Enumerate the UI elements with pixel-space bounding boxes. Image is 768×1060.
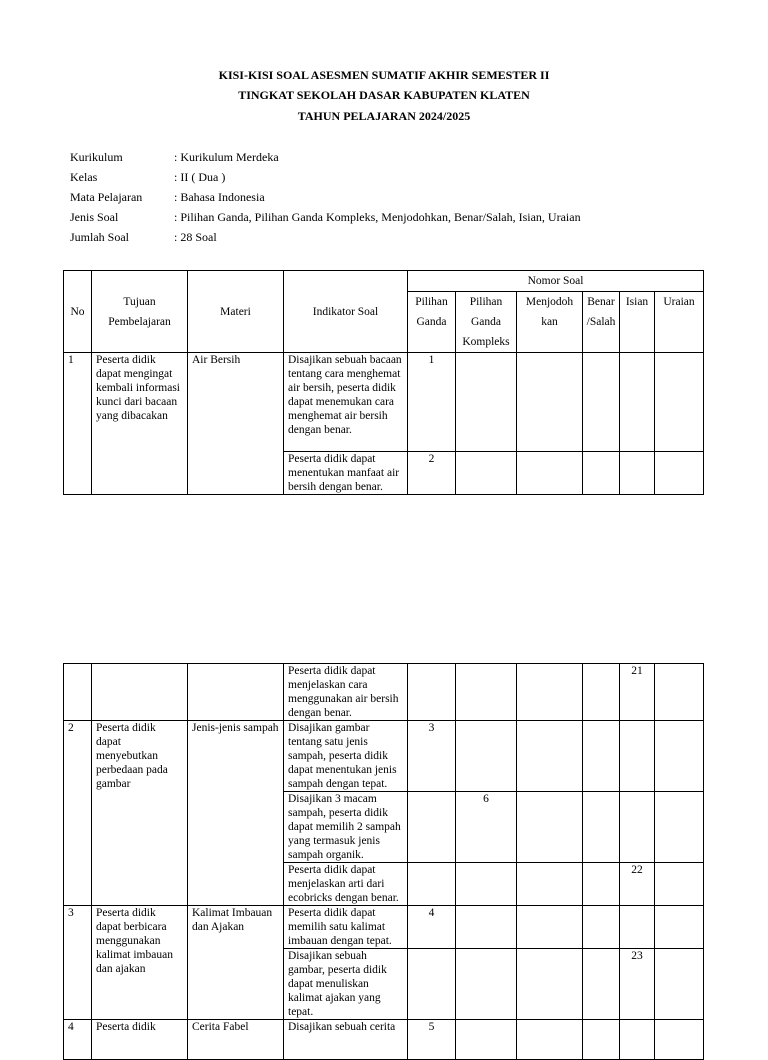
cell-uraian xyxy=(655,792,704,863)
cell-pilihan-ganda xyxy=(408,949,456,1020)
cell-isian xyxy=(620,353,655,452)
header-indikator-soal: Indikator Soal xyxy=(284,271,408,353)
kisi-kisi-table-page-1 xyxy=(63,270,704,495)
cell-isian xyxy=(620,792,655,863)
cell-uraian xyxy=(655,664,704,721)
cell-pilihan-ganda: 4 xyxy=(408,906,456,949)
cell-uraian xyxy=(655,1020,704,1060)
cell-tujuan: Peserta didik xyxy=(92,1020,188,1060)
cell-materi: Jenis-jenis sampah xyxy=(188,721,284,906)
header-materi: Materi xyxy=(188,271,284,353)
cell-pilihan-ganda-kompleks xyxy=(456,353,517,452)
header-uraian: Uraian xyxy=(655,292,704,353)
document-title-line-1: KISI-KISI SOAL ASESMEN SUMATIF AKHIR SEMESTER II xyxy=(218,68,550,82)
cell-menjodohkan xyxy=(517,452,583,495)
cell-indikator: Disajikan sebuah bacaan tentang cara menghemat air bersih, peserta didik dapat menemukan cara menghemat air bersih dengan benar. xyxy=(284,353,408,452)
header-no: No xyxy=(64,271,92,353)
cell-tujuan: Peserta didik dapat menyebutkan perbedaan pada gambar xyxy=(92,721,188,906)
cell-uraian xyxy=(655,721,704,792)
cell-menjodohkan xyxy=(517,721,583,792)
cell-menjodohkan xyxy=(517,1020,583,1060)
header-tujuan-pembelajaran: Tujuan Pembelajaran xyxy=(92,271,188,353)
header-nomor-soal: Nomor Soal xyxy=(408,271,704,292)
cell-isian: 23 xyxy=(620,949,655,1020)
cell-pilihan-ganda xyxy=(408,863,456,906)
cell-benar-salah xyxy=(583,1020,620,1060)
meta-label-jenis-soal: Jenis Soal xyxy=(70,210,119,224)
header-benar-salah: Benar /Salah xyxy=(583,292,620,353)
cell-pilihan-ganda-kompleks xyxy=(456,863,517,906)
cell-benar-salah xyxy=(583,353,620,452)
table-row xyxy=(64,353,704,452)
meta-label-jumlah-soal: Jumlah Soal xyxy=(70,230,129,244)
cell-no: 1 xyxy=(64,353,92,495)
cell-uraian xyxy=(655,949,704,1020)
cell-uraian xyxy=(655,452,704,495)
cell-uraian xyxy=(655,353,704,452)
cell-indikator: Disajikan sebuah cerita xyxy=(284,1020,408,1060)
cell-menjodohkan xyxy=(517,792,583,863)
cell-pilihan-ganda-kompleks xyxy=(456,452,517,495)
cell-tujuan xyxy=(92,664,188,721)
cell-tujuan: Peserta didik dapat berbicara menggunakan kalimat imbauan dan ajakan xyxy=(92,906,188,1020)
meta-value-kurikulum: : Kurikulum Merdeka xyxy=(174,150,279,164)
cell-isian xyxy=(620,452,655,495)
table-row xyxy=(64,906,704,949)
cell-benar-salah xyxy=(583,721,620,792)
cell-pilihan-ganda-kompleks xyxy=(456,949,517,1020)
cell-indikator: Peserta didik dapat menentukan manfaat air bersih dengan benar. xyxy=(284,452,408,495)
cell-indikator: Disajikan gambar tentang satu jenis sampah, peserta didik dapat menentukan jenis sampah dengan tepat. xyxy=(284,721,408,792)
kisi-kisi-table-page-2 xyxy=(63,663,704,1060)
cell-pilihan-ganda: 2 xyxy=(408,452,456,495)
meta-label-kelas: Kelas xyxy=(70,170,98,184)
cell-isian xyxy=(620,1020,655,1060)
cell-pilihan-ganda-kompleks xyxy=(456,721,517,792)
cell-menjodohkan xyxy=(517,353,583,452)
cell-benar-salah xyxy=(583,949,620,1020)
cell-materi xyxy=(188,664,284,721)
table-row xyxy=(64,721,704,792)
meta-label-mata-pelajaran: Mata Pelajaran xyxy=(70,190,143,204)
table-row xyxy=(64,1020,704,1060)
meta-value-jenis-soal: : Pilihan Ganda, Pilihan Ganda Kompleks, Menjodohkan, Benar/Salah, Isian, Uraian xyxy=(174,210,581,224)
cell-indikator: Disajikan sebuah gambar, peserta didik dapat menuliskan kalimat ajakan yang tepat. xyxy=(284,949,408,1020)
cell-pilihan-ganda xyxy=(408,664,456,721)
cell-no: 3 xyxy=(64,906,92,1020)
cell-isian xyxy=(620,721,655,792)
document-title-line-2: TINGKAT SEKOLAH DASAR KABUPATEN KLATEN xyxy=(238,88,530,102)
cell-benar-salah xyxy=(583,452,620,495)
cell-isian: 21 xyxy=(620,664,655,721)
cell-uraian xyxy=(655,863,704,906)
cell-materi: Kalimat Imbauan dan Ajakan xyxy=(188,906,284,1020)
cell-benar-salah xyxy=(583,664,620,721)
cell-indikator: Peserta didik dapat memilih satu kalimat imbauan dengan tepat. xyxy=(284,906,408,949)
cell-benar-salah xyxy=(583,906,620,949)
cell-isian xyxy=(620,906,655,949)
cell-menjodohkan xyxy=(517,664,583,721)
cell-pilihan-ganda: 5 xyxy=(408,1020,456,1060)
cell-menjodohkan xyxy=(517,863,583,906)
cell-no: 2 xyxy=(64,721,92,906)
cell-tujuan: Peserta didik dapat mengingat kembali informasi kunci dari bacaan yang dibacakan xyxy=(92,353,188,495)
meta-value-kelas: : II ( Dua ) xyxy=(174,170,226,184)
meta-value-jumlah-soal: : 28 Soal xyxy=(174,230,217,244)
cell-pilihan-ganda: 1 xyxy=(408,353,456,452)
cell-no xyxy=(64,664,92,721)
header-pilihan-ganda: Pilihan Ganda xyxy=(408,292,456,353)
cell-menjodohkan xyxy=(517,949,583,1020)
cell-pilihan-ganda xyxy=(408,792,456,863)
header-isian: Isian xyxy=(620,292,655,353)
cell-pilihan-ganda: 3 xyxy=(408,721,456,792)
cell-materi: Cerita Fabel xyxy=(188,1020,284,1060)
cell-pilihan-ganda-kompleks xyxy=(456,664,517,721)
document-title-line-3: TAHUN PELAJARAN 2024/2025 xyxy=(297,109,471,123)
cell-isian: 22 xyxy=(620,863,655,906)
header-menjodohkan: Menjodoh kan xyxy=(517,292,583,353)
cell-pilihan-ganda-kompleks xyxy=(456,1020,517,1060)
cell-pilihan-ganda-kompleks: 6 xyxy=(456,792,517,863)
cell-materi: Air Bersih xyxy=(188,353,284,495)
meta-value-mata-pelajaran: : Bahasa Indonesia xyxy=(174,190,265,204)
cell-pilihan-ganda-kompleks xyxy=(456,906,517,949)
cell-benar-salah xyxy=(583,863,620,906)
cell-indikator: Disajikan 3 macam sampah, peserta didik dapat memilih 2 sampah yang termasuk jenis sampah organik. xyxy=(284,792,408,863)
meta-label-kurikulum: Kurikulum xyxy=(70,150,123,164)
cell-menjodohkan xyxy=(517,906,583,949)
table-row xyxy=(64,664,704,721)
cell-no: 4 xyxy=(64,1020,92,1060)
cell-benar-salah xyxy=(583,792,620,863)
cell-indikator: Peserta didik dapat menjelaskan arti dari ecobricks dengan benar. xyxy=(284,863,408,906)
cell-uraian xyxy=(655,906,704,949)
header-pilihan-ganda-kompleks: Pilihan Ganda Kompleks xyxy=(456,292,517,353)
cell-indikator: Peserta didik dapat menjelaskan cara menggunakan air bersih dengan benar. xyxy=(284,664,408,721)
